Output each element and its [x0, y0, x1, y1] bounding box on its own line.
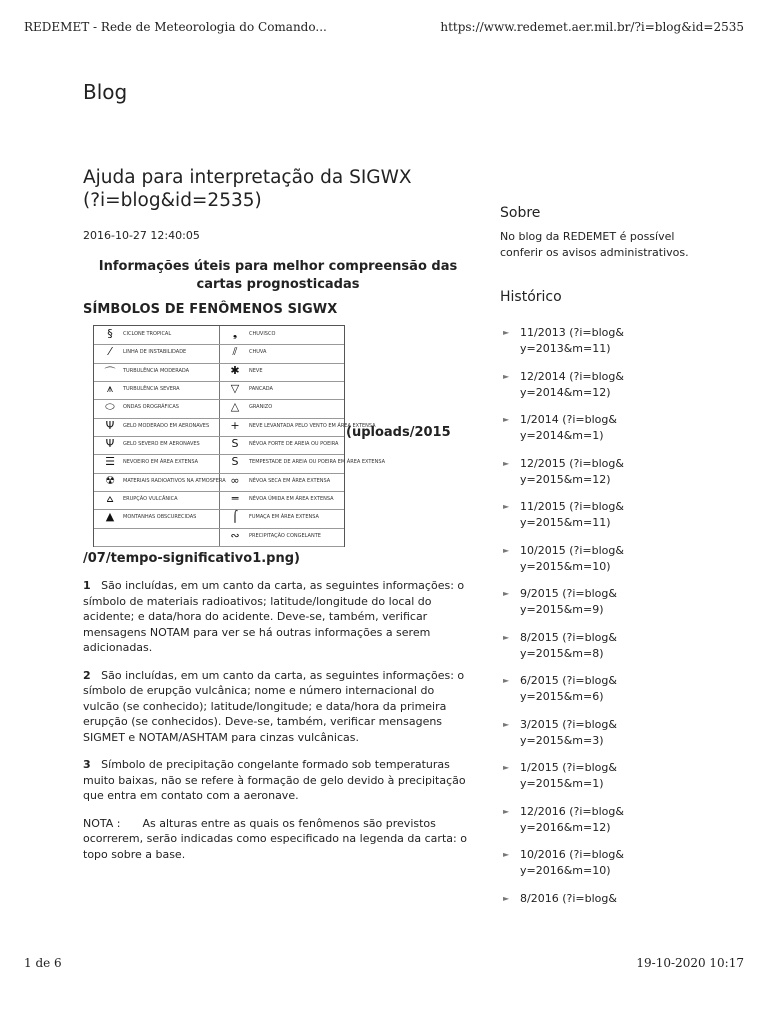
history-link-line1[interactable]: 8/2016 (?i=blog& — [520, 891, 617, 905]
symbol-label: ONDAS OROGRÁFICAS — [123, 404, 179, 411]
symbol-label: NÉVOA FORTE DE AREIA OU POEIRA — [249, 441, 339, 447]
symbol-glyph: ✱ — [230, 363, 240, 377]
history-link-line1[interactable]: 12/2015 (?i=blog& — [520, 456, 624, 470]
symbol-label: MATERIAIS RADIOATIVOS NA ATMOSFERA — [123, 477, 226, 484]
history-link-line1[interactable]: 11/2015 (?i=blog& — [520, 500, 624, 513]
bullet-icon: ► — [503, 763, 510, 772]
history-item[interactable] — [500, 630, 690, 674]
bullet-icon: ► — [503, 589, 510, 598]
symbol-row — [94, 418, 376, 437]
symbol-label: GELO SEVERO EM AERONAVES — [123, 441, 200, 447]
bullet-icon: ► — [503, 719, 510, 729]
symbol-label: GRANIZO — [249, 404, 273, 411]
history-heading: Histórico — [500, 289, 562, 305]
history-item[interactable] — [500, 673, 690, 717]
symbol-row — [94, 454, 386, 473]
symbol-label: CHUVISCO — [249, 331, 276, 337]
symbol-glyph: + — [230, 418, 240, 432]
image-link-part1[interactable]: (uploads/2015 — [346, 425, 451, 440]
symbol-label: TURBULÊNCIA SEVERA — [123, 386, 180, 392]
symbol-row — [94, 381, 344, 400]
history-item[interactable] — [500, 891, 690, 935]
history-link-line2[interactable]: y=2015&m=6) — [520, 690, 604, 703]
history-link-line2[interactable]: y=2015&m=12) — [520, 472, 611, 486]
history-link-line1[interactable]: 12/2014 (?i=blog& — [520, 369, 624, 383]
symbol-label: FUMAÇA EM ÁREA EXTENSA — [249, 514, 319, 521]
symbol-glyph: S — [231, 455, 239, 469]
bullet-icon: ► — [503, 676, 510, 685]
print-footer-datetime: 19-10-2020 10:17 — [636, 956, 744, 970]
symbol-glyph: ☰ — [105, 455, 115, 469]
bullet-icon: ► — [503, 632, 510, 642]
post-title-line1[interactable]: Ajuda para interpretação da SIGWX — [83, 167, 412, 188]
symbol-row — [94, 491, 344, 510]
note-3 — [83, 757, 473, 804]
symbol-glyph: ▽ — [230, 382, 240, 395]
print-header-title: REDEMET - Rede de Meteorologia do Comando... — [24, 20, 327, 34]
bullet-icon: ► — [503, 371, 510, 381]
image-link-part2[interactable]: /07/tempo-significativo1.png) — [83, 551, 300, 566]
sidebar — [500, 205, 690, 934]
symbol-row — [94, 363, 344, 382]
history-link-line2[interactable]: y=2014&m=1) — [520, 429, 604, 442]
history-link-line2[interactable]: y=2015&m=1) — [520, 777, 604, 790]
history-item[interactable] — [500, 456, 690, 500]
symbol-row — [94, 528, 344, 547]
symbol-label: PANCADA — [249, 386, 273, 392]
nota — [83, 816, 473, 863]
symbol-row — [94, 344, 344, 363]
symbol-label: ERUPÇÃO VULCÂNICA — [123, 496, 178, 502]
history-item[interactable] — [500, 717, 690, 761]
bullet-icon: ► — [503, 806, 510, 816]
symbol-row — [94, 436, 344, 455]
nota-label: NOTA : — [83, 816, 121, 830]
post-title-line2[interactable]: (?i=blog&id=2535) — [83, 190, 262, 211]
note-2-number: 2 — [83, 668, 91, 682]
history-item[interactable] — [500, 369, 690, 413]
note-3-number: 3 — [83, 758, 91, 771]
history-link-line2[interactable]: y=2015&m=8) — [520, 646, 604, 660]
history-item[interactable] — [500, 847, 690, 891]
note-3-text: Símbolo de precipitação congelante formado sob temperaturas muito baixas, não se refere à formação de gelo devido à precipitação que entra em contato com a aeronave. — [83, 758, 466, 802]
symbol-glyph: △ — [230, 400, 240, 414]
history-link-line2[interactable]: y=2015&m=11) — [520, 516, 611, 529]
symbol-label: TURBULÊNCIA MODERADA — [123, 367, 190, 374]
bullet-icon: ► — [503, 893, 510, 903]
bullet-icon: ► — [503, 502, 510, 511]
history-link-line2[interactable]: y=2015&m=10) — [520, 559, 611, 573]
symbol-glyph: § — [107, 327, 113, 340]
symbol-label: MONTANHAS OBSCURECIDAS — [123, 514, 197, 521]
symbol-glyph: ☢ — [105, 473, 115, 487]
history-link-line1[interactable]: 11/2013 (?i=blog& — [520, 326, 624, 339]
symbol-glyph: ⌒ — [104, 365, 116, 379]
history-item[interactable] — [500, 804, 690, 848]
section-heading: SÍMBOLOS DE FENÔMENOS SIGWX — [83, 302, 338, 317]
nota-text: As alturas entre as quais os fenômenos são previstos ocorrerem, serão indicadas como especificado na legenda da carta: o topo sobre a base. — [83, 816, 467, 861]
symbol-label: NÉVOA ÚMIDA EM ÁREA EXTENSA — [249, 496, 334, 502]
history-link-line2[interactable]: y=2016&m=10) — [520, 864, 611, 877]
post-title[interactable] — [83, 166, 473, 212]
symbol-label: CICLONE TROPICAL — [123, 331, 172, 337]
symbol-glyph: ⩟ — [106, 492, 114, 505]
note-1-number: 1 — [83, 579, 91, 592]
history-item[interactable] — [500, 586, 690, 630]
symbol-glyph: ⩚ — [106, 382, 114, 395]
symbol-glyph: Ψ — [105, 437, 115, 450]
symbol-label: LINHA DE INSTABILIDADE — [123, 349, 187, 356]
print-header-url[interactable]: https://www.redemet.aer.mil.br/?i=blog&id=2535 — [440, 20, 744, 34]
note-1-text: São incluídas, em um canto da carta, as seguintes informações: o símbolo de materiais radioativos; latitude/longitude do local do acidente; e data/hora do acidente. Deve-se, também, verificar mensagens NOTAM para ver se há outras informações a serem adicionadas. — [83, 579, 465, 654]
note-2 — [83, 668, 473, 746]
print-header — [24, 20, 744, 38]
blog-title[interactable]: Blog — [83, 80, 128, 104]
history-link-line1[interactable]: 3/2015 (?i=blog& — [520, 717, 617, 731]
symbol-label: NEVE — [249, 367, 263, 374]
symbol-glyph: ⁄ — [109, 345, 111, 359]
symbol-glyph: Ψ — [105, 418, 115, 432]
history-link-line1[interactable]: 8/2015 (?i=blog& — [520, 630, 617, 644]
symbol-label: NEVOEIRO EM ÁREA EXTENSA — [123, 459, 199, 466]
symbol-label: CHUVA — [249, 349, 267, 356]
bullet-icon: ► — [503, 850, 510, 859]
symbol-glyph: ═ — [231, 492, 239, 505]
symbol-label: TEMPESTADE DE AREIA OU POEIRA EM ÁREA EXTENSA — [249, 459, 386, 466]
symbol-glyph: ⫽ — [232, 345, 238, 359]
symbols-figure — [83, 325, 473, 551]
symbols-table-image[interactable] — [93, 325, 386, 547]
history-list — [500, 325, 690, 934]
history-item[interactable] — [500, 543, 690, 587]
subhead-line1: Informações úteis para melhor compreensão das — [98, 259, 458, 274]
symbol-glyph: ∞ — [230, 473, 240, 487]
symbol-label: NÉVOA SECA EM ÁREA EXTENSA — [249, 477, 331, 484]
history-link-line2[interactable]: y=2015&m=9) — [520, 603, 604, 616]
bullet-icon: ► — [503, 328, 510, 337]
bullet-icon: ► — [503, 545, 510, 555]
bullet-icon: ► — [503, 458, 510, 468]
post-subheading — [83, 258, 473, 294]
symbol-row — [94, 473, 344, 492]
symbol-glyph: ⌠ — [232, 510, 238, 524]
history-link-line1[interactable]: 1/2015 (?i=blog& — [520, 761, 617, 774]
subhead-line2: cartas prognosticadas — [196, 277, 360, 292]
history-link-line1[interactable]: 1/2014 (?i=blog& — [520, 413, 617, 426]
history-link-line2[interactable]: y=2015&m=3) — [520, 733, 604, 747]
history-item[interactable] — [500, 412, 690, 456]
history-item[interactable] — [500, 760, 690, 804]
symbol-glyph: ▲ — [105, 510, 115, 524]
history-link-line2[interactable]: y=2014&m=12) — [520, 385, 611, 399]
about-text: No blog da REDEMET é possível conferir os avisos administrativos. — [500, 230, 689, 259]
about-heading: Sobre — [500, 205, 541, 221]
symbol-row — [94, 509, 344, 528]
note-1 — [83, 578, 473, 656]
symbol-label: GELO MODERADO EM AERONAVES — [123, 422, 210, 429]
symbol-glyph: ❟ — [232, 327, 238, 340]
history-link-line1[interactable]: 10/2015 (?i=blog& — [520, 543, 624, 557]
print-footer-page: 1 de 6 — [24, 956, 62, 970]
symbol-glyph: ⬭ — [105, 400, 115, 414]
symbol-label: PRECIPITAÇÃO CONGELANTE — [249, 532, 321, 539]
history-link-line2[interactable]: y=2016&m=12) — [520, 820, 611, 834]
print-footer — [24, 956, 744, 974]
history-link-line1[interactable]: 12/2016 (?i=blog& — [520, 804, 624, 818]
symbol-row — [94, 326, 344, 345]
symbol-label: NEVE LEVANTADA PELO VENTO EM ÁREA EXTENSA — [249, 422, 376, 429]
bullet-icon: ► — [503, 415, 510, 424]
history-item[interactable] — [500, 499, 690, 543]
history-link-line1[interactable]: 10/2016 (?i=blog& — [520, 848, 624, 861]
symbol-glyph: S — [231, 437, 239, 450]
history-item[interactable] — [500, 325, 690, 369]
note-2-text: São incluídas, em um canto da carta, as seguintes informações: o símbolo de erupção vulcânica; nome e número internacional do vulcão (se conhecido); latitude/longitude; e data/hora da primeira erupção (se conhecidos). Deve-se, também, verificar mensagens SIGMET e NOTAM/ASHTAM para cinzas vulcânicas. — [83, 668, 465, 744]
history-link-line2[interactable]: y=2013&m=11) — [520, 342, 611, 355]
symbol-glyph: ∾ — [230, 528, 240, 542]
history-link-line1[interactable]: 6/2015 (?i=blog& — [520, 674, 617, 687]
symbol-row — [94, 399, 344, 418]
post-content — [83, 166, 473, 862]
post-date: 2016-10-27 12:40:05 — [83, 229, 200, 242]
history-link-line1[interactable]: 9/2015 (?i=blog& — [520, 587, 617, 600]
